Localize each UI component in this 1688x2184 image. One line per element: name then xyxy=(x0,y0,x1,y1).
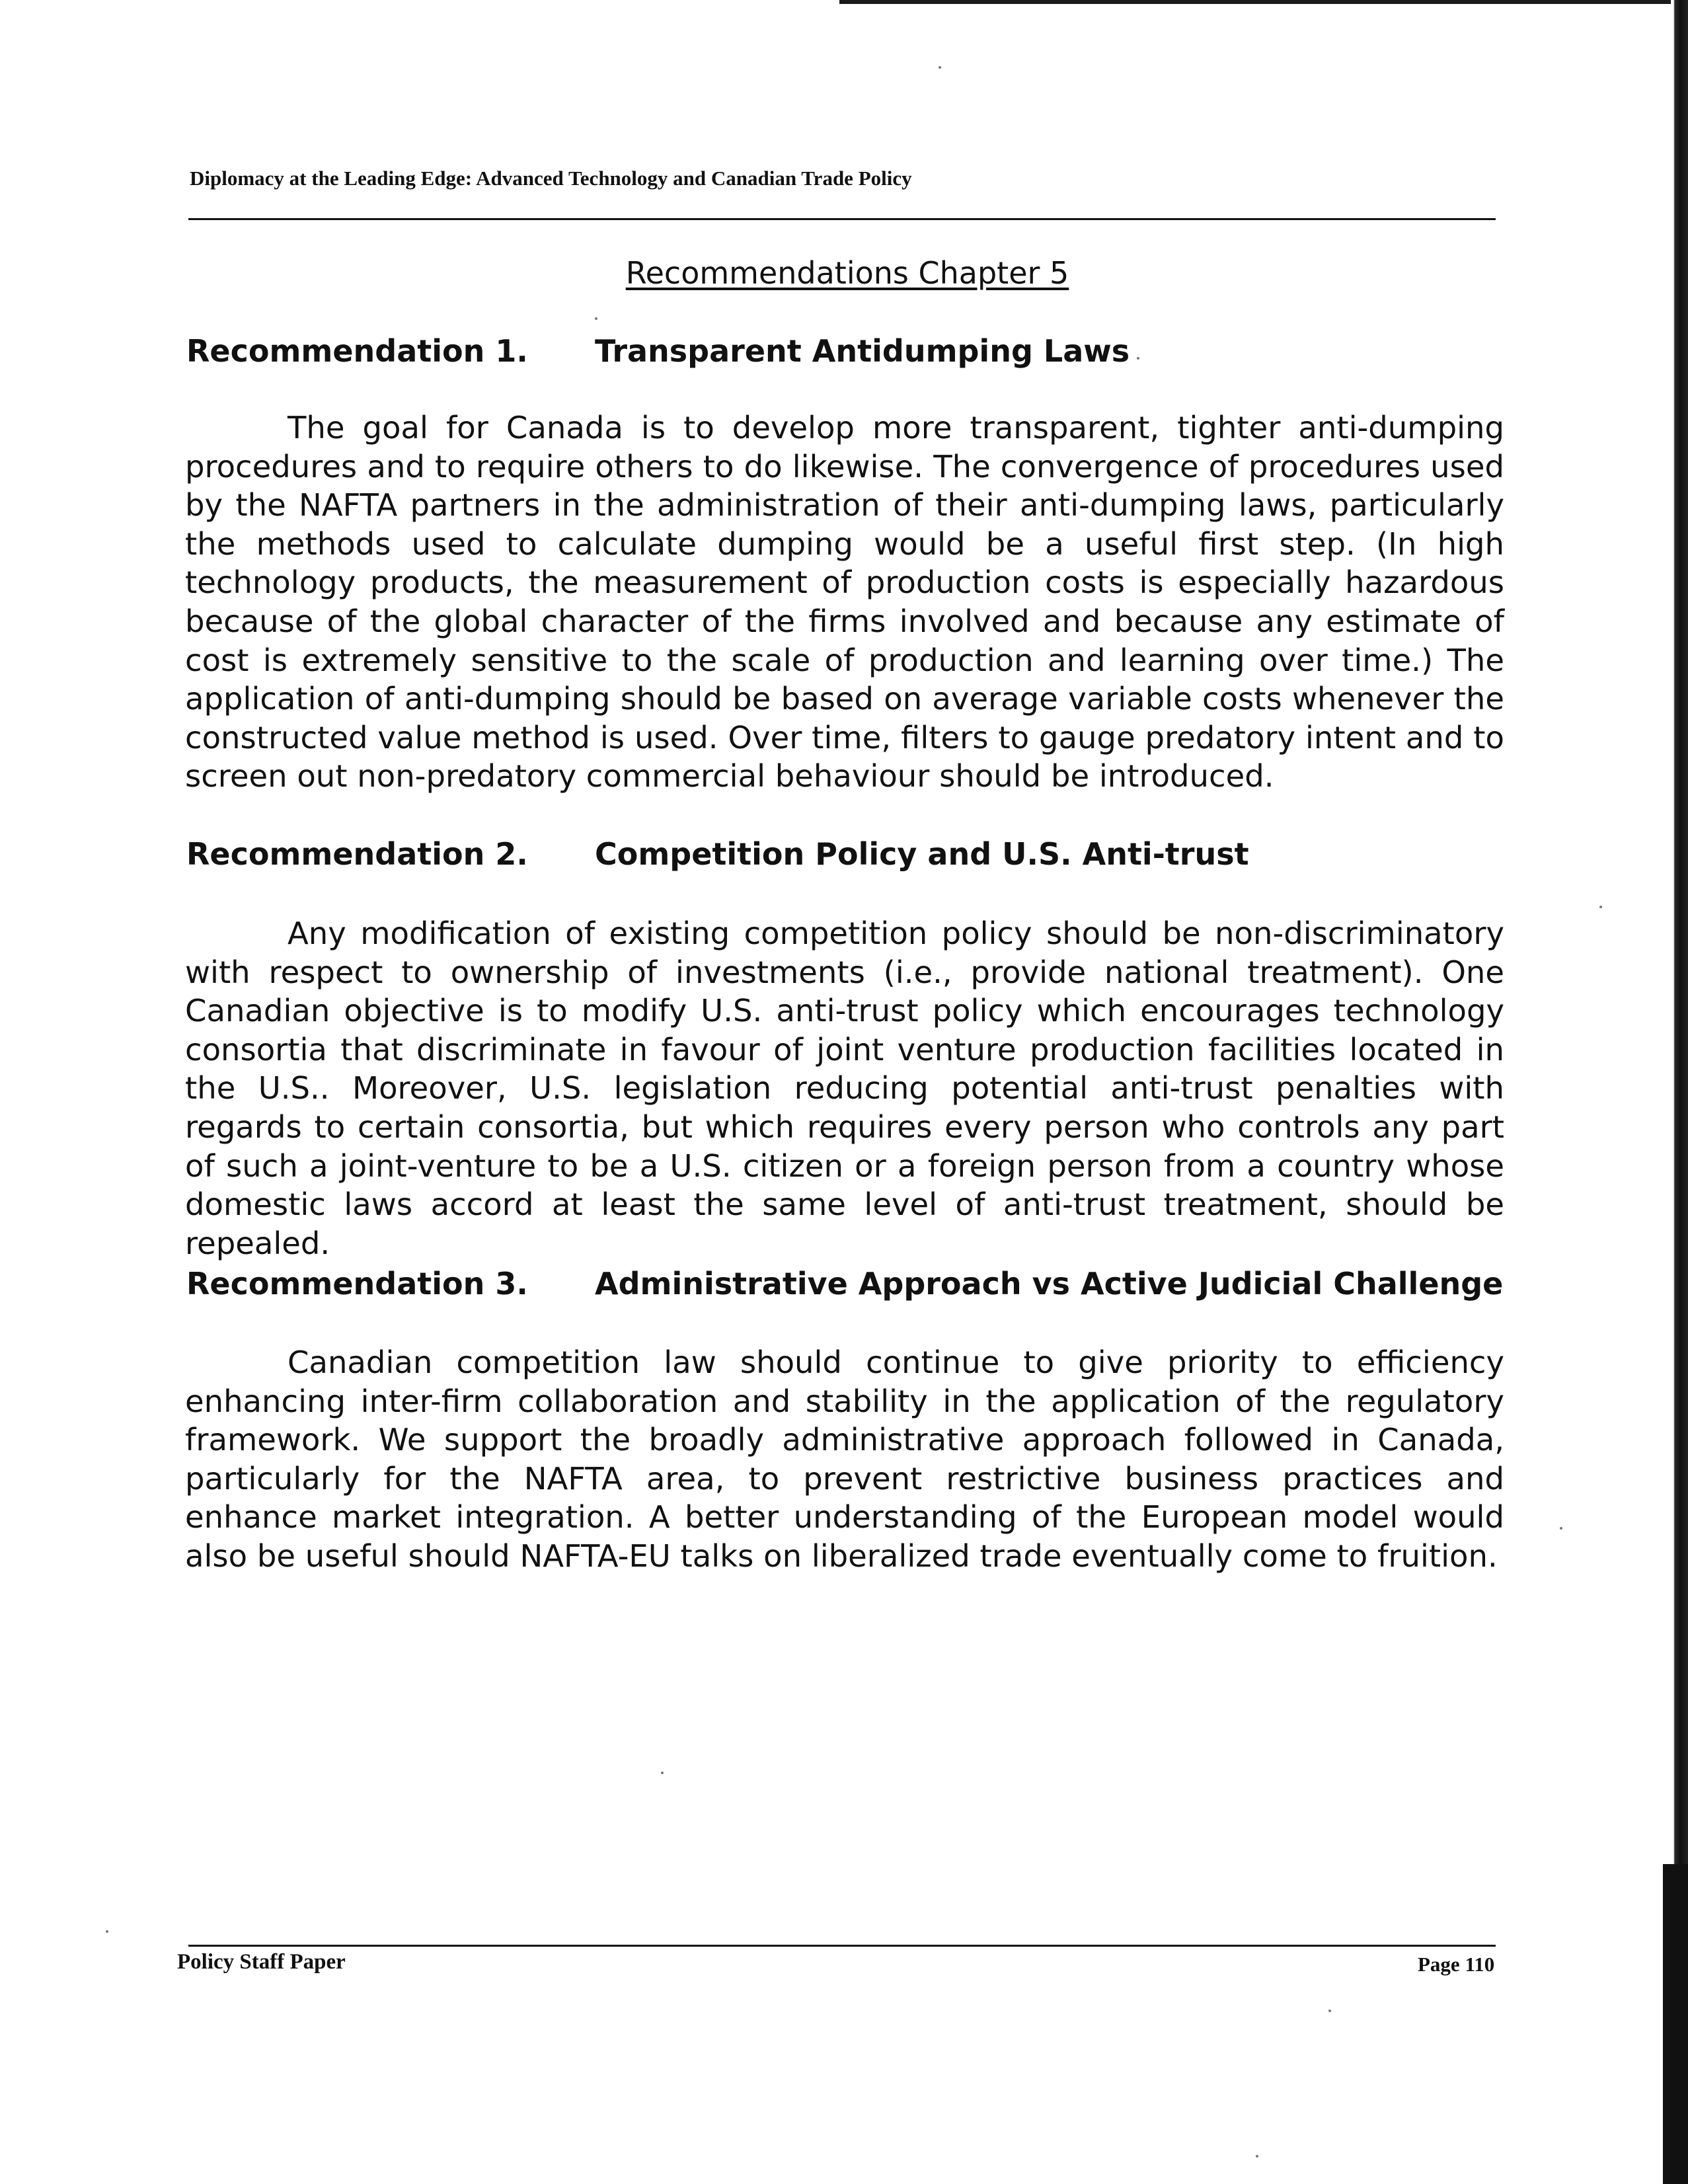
footer-publication: Policy Staff Paper xyxy=(177,1950,346,1974)
scan-speck xyxy=(1599,906,1602,908)
scan-speck xyxy=(1137,357,1139,360)
recommendation-number: Recommendation 3. xyxy=(186,1266,528,1302)
running-header: Diplomacy at the Leading Edge: Advanced Technology and Canadian Trade Policy xyxy=(190,167,912,190)
recommendation-body: Any modification of existing competition policy should be non-discriminatory with respect to ownership of investments (i.e., provide national treatment). One Canadian objective is to modify U.S. anti-trust policy which encourages technology consortia that discriminate in favour of joint venture production facilities located in the U.S.. Moreover, U.S. legislation reducing potential anti-trust penalties with regards to certain consortia, but which requires every person who controls any part of such a joint-venture to be a U.S. citizen or a foreign person from a country whose domestic laws accord at least the same level of anti-trust treatment, should be repealed. xyxy=(185,916,1504,1261)
scan-speck xyxy=(1560,1527,1562,1530)
scan-speck xyxy=(939,66,941,69)
recommendation-title: Competition Policy and U.S. Anti-trust xyxy=(595,836,1249,872)
footer-rule xyxy=(188,1945,1496,1947)
recommendation-number: Recommendation 2. xyxy=(186,836,528,872)
recommendation-body: Canadian competition law should continue to give priority to efficiency enhancing inter-firm collaboration and stability in the application of the regulatory framework. We support the broadly administrative approach followed in Canada, particularly for the NAFTA area, to prevent restrictive business practices and enhance market integration. A better understanding of the European model would also be useful should NAFTA-EU talks on liberalized trade eventually come to fruition. xyxy=(185,1345,1504,1574)
scan-speck xyxy=(661,1772,664,1774)
chapter-title xyxy=(0,255,1688,291)
scan-speck xyxy=(1328,2009,1331,2012)
chapter-title-text: Recommendations Chapter 5 xyxy=(625,255,1069,291)
recommendation-title: Administrative Approach vs Active Judicial Challenge xyxy=(595,1266,1504,1302)
scan-edge-top xyxy=(839,0,1688,4)
recommendation-heading xyxy=(186,333,1130,369)
scan-speck xyxy=(1256,2155,1258,2158)
scan-speck xyxy=(595,317,597,320)
header-rule xyxy=(188,218,1496,220)
recommendation-number: Recommendation 1. xyxy=(186,333,528,369)
scan-edge-right xyxy=(1671,0,1688,2184)
page-number: Page 110 xyxy=(1418,1953,1495,1976)
recommendation-heading xyxy=(186,1266,1503,1302)
scan-edge-right-lower xyxy=(1663,1864,1688,2184)
scan-speck xyxy=(106,1930,108,1933)
recommendation-heading xyxy=(186,836,1249,872)
recommendation-body: The goal for Canada is to develop more transparent, tighter anti-dumping procedures and to require others to do likewise. The convergence of procedures used by the NAFTA partners in the administration of their anti-dumping laws, particularly the methods used to calculate dumping would be a useful first step. (In high technology products, the measurement of production costs is especially hazardous because of the global character of the firms involved and because any estimate of cost is extremely sensitive to the scale of production and learning over time.) The application of anti-dumping should be based on average variable costs whenever the constructed value method is used. Over time, filters to gauge predatory intent and to screen out non-predatory commercial behaviour should be introduced. xyxy=(185,410,1504,795)
recommendation-title: Transparent Antidumping Laws xyxy=(595,333,1130,369)
